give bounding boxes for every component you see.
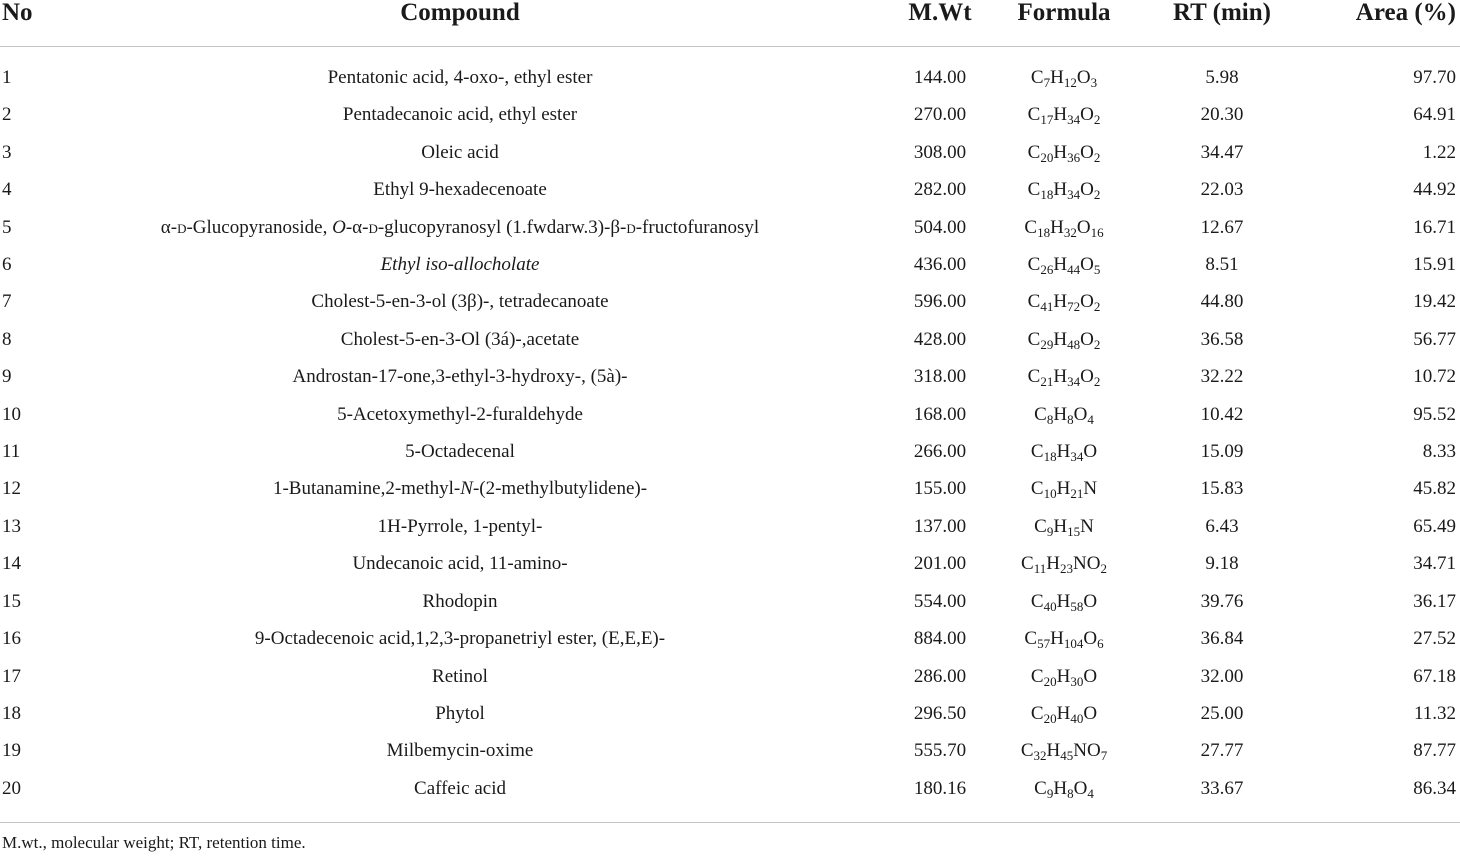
cell-compound: Androstan-17-one,3-ethyl-3-hydroxy-, (5à)- bbox=[292, 366, 628, 388]
cell-formula: $C_{10}H_{21}N$ bbox=[1030, 478, 1098, 502]
table-row bbox=[0, 470, 1460, 507]
cell-formula: $C_{18}H_{34}O$ bbox=[1030, 441, 1098, 465]
spacer-row bbox=[0, 47, 1460, 60]
table-row bbox=[0, 583, 1460, 620]
cell-no: 17 bbox=[2, 665, 21, 687]
cell-compound: Ethyl iso-allocholate bbox=[380, 254, 540, 276]
cell-area: 56.77 bbox=[1413, 328, 1456, 350]
header-rt: RT (min) bbox=[1173, 0, 1271, 26]
cell-compound: 1H-Pyrrole, 1-pentyl- bbox=[377, 515, 543, 537]
table-row bbox=[0, 508, 1460, 545]
cell-formula: $C_{41}H_{72}O_2$ bbox=[1027, 291, 1101, 315]
cell-no: 19 bbox=[2, 740, 21, 762]
cell-no: 10 bbox=[2, 403, 21, 425]
cell-rt: 22.03 bbox=[1200, 179, 1244, 201]
table-row bbox=[0, 209, 1460, 246]
cell-no: 12 bbox=[2, 478, 21, 500]
cell-formula: $C_{20}H_{36}O_2$ bbox=[1027, 141, 1101, 165]
table-row bbox=[0, 246, 1460, 283]
cell-area: 44.92 bbox=[1413, 179, 1456, 201]
cell-area: 19.42 bbox=[1413, 291, 1456, 313]
table-row bbox=[0, 321, 1460, 358]
cell-mw: 201.00 bbox=[913, 553, 967, 575]
cell-area: 11.32 bbox=[1413, 702, 1456, 724]
cell-rt: 36.84 bbox=[1200, 628, 1244, 650]
cell-formula: $C_{40}H_{58}O$ bbox=[1030, 590, 1098, 614]
cell-formula: $C_{57}H_{104}O_6$ bbox=[1024, 628, 1104, 652]
cell-compound: Phytol bbox=[435, 702, 485, 724]
table-body bbox=[0, 47, 1460, 808]
cell-compound: Retinol bbox=[432, 665, 488, 687]
cell-compound: Pentatonic acid, 4-oxo-, ethyl ester bbox=[327, 67, 593, 88]
cell-mw: 884.00 bbox=[913, 628, 967, 650]
table-row bbox=[0, 695, 1460, 732]
cell-rt: 27.77 bbox=[1200, 740, 1244, 762]
cell-area: 67.18 bbox=[1413, 665, 1456, 687]
table-row bbox=[0, 433, 1460, 470]
table-footnote: M.wt., molecular weight; RT, retention time. bbox=[0, 822, 1460, 853]
cell-mw: 270.00 bbox=[913, 104, 967, 126]
cell-no: 18 bbox=[2, 702, 21, 724]
cell-mw: 596.00 bbox=[913, 291, 967, 313]
cell-rt: 32.00 bbox=[1200, 665, 1244, 687]
cell-compound: Cholest-5-en-3-ol (3β)-, tetradecanoate bbox=[311, 291, 609, 313]
cell-rt: 12.67 bbox=[1200, 216, 1244, 238]
cell-no: 15 bbox=[2, 590, 21, 612]
cell-no: 13 bbox=[2, 515, 21, 537]
cell-compound: Ethyl 9-hexadecenoate bbox=[373, 179, 547, 201]
cell-area: 95.52 bbox=[1413, 403, 1456, 425]
cell-rt: 32.22 bbox=[1200, 366, 1244, 388]
cell-area: 34.71 bbox=[1413, 553, 1456, 575]
cell-rt: 5.98 bbox=[1205, 67, 1239, 88]
cell-mw: 318.00 bbox=[913, 366, 967, 388]
cell-mw: 282.00 bbox=[913, 179, 967, 201]
cell-area: 15.91 bbox=[1413, 254, 1456, 276]
cell-compound: 5-Acetoxymethyl-2-furaldehyde bbox=[337, 403, 583, 425]
cell-area: 97.70 bbox=[1413, 67, 1456, 88]
table-row bbox=[0, 770, 1460, 807]
cell-formula: $C_8H_8O_4$ bbox=[1034, 403, 1094, 427]
table-row bbox=[0, 358, 1460, 395]
header-formula: Formula bbox=[1017, 0, 1111, 26]
cell-formula: $C_{32}H_{45}NO_7$ bbox=[1020, 740, 1108, 764]
header-no: No bbox=[2, 0, 33, 26]
spacer-cell bbox=[0, 47, 1460, 60]
cell-rt: 34.47 bbox=[1200, 141, 1244, 163]
table-row bbox=[0, 620, 1460, 657]
cell-formula: $C_{17}H_{34}O_2$ bbox=[1027, 104, 1101, 128]
cell-area: 16.71 bbox=[1413, 216, 1456, 238]
table-row bbox=[0, 59, 1460, 96]
cell-no: 3 bbox=[2, 141, 12, 163]
cell-mw: 144.00 bbox=[913, 67, 967, 88]
cell-mw: 554.00 bbox=[913, 590, 967, 612]
cell-compound: Pentadecanoic acid, ethyl ester bbox=[342, 104, 578, 126]
table-row bbox=[0, 396, 1460, 433]
cell-mw: 428.00 bbox=[913, 328, 967, 350]
cell-no: 1 bbox=[2, 67, 12, 88]
cell-rt: 33.67 bbox=[1200, 777, 1244, 799]
cell-no: 16 bbox=[2, 628, 21, 650]
cell-rt: 20.30 bbox=[1200, 104, 1244, 126]
cell-formula: $C_{26}H_{44}O_5$ bbox=[1027, 254, 1101, 278]
cell-area: 27.52 bbox=[1413, 628, 1456, 650]
cell-area: 45.82 bbox=[1413, 478, 1456, 500]
table-row bbox=[0, 96, 1460, 133]
table-row bbox=[0, 732, 1460, 769]
cell-compound: Undecanoic acid, 11-amino- bbox=[352, 553, 568, 575]
table-row bbox=[0, 134, 1460, 171]
cell-compound: 1-Butanamine,2-methyl-N-(2-methylbutylidene)- bbox=[272, 478, 648, 500]
cell-area: 86.34 bbox=[1413, 777, 1456, 799]
cell-formula: $C_{29}H_{48}O_2$ bbox=[1027, 328, 1101, 352]
cell-no: 4 bbox=[2, 179, 12, 201]
cell-no: 7 bbox=[2, 291, 12, 313]
cell-no: 5 bbox=[2, 216, 12, 238]
cell-no: 11 bbox=[2, 441, 21, 463]
table-row bbox=[0, 283, 1460, 320]
cell-no: 2 bbox=[2, 104, 12, 126]
cell-mw: 286.00 bbox=[913, 665, 967, 687]
table-row bbox=[0, 171, 1460, 208]
table-row bbox=[0, 658, 1460, 695]
cell-area: 64.91 bbox=[1413, 104, 1456, 126]
table-header-row bbox=[0, 0, 1460, 47]
header-mw: M.Wt bbox=[908, 0, 972, 26]
cell-formula: $C_{21}H_{34}O_2$ bbox=[1027, 366, 1101, 390]
cell-compound: Caffeic acid bbox=[414, 777, 506, 799]
cell-compound: Milbemycin-oxime bbox=[386, 740, 534, 762]
cell-formula: $C_7H_{12}O_3$ bbox=[1030, 67, 1098, 90]
cell-area: 36.17 bbox=[1413, 590, 1456, 612]
cell-no: 9 bbox=[2, 366, 12, 388]
cell-rt: 25.00 bbox=[1200, 702, 1244, 724]
cell-rt: 39.76 bbox=[1200, 590, 1244, 612]
cell-mw: 168.00 bbox=[913, 403, 967, 425]
cell-formula: $C_{18}H_{34}O_2$ bbox=[1027, 179, 1101, 203]
cell-rt: 15.09 bbox=[1200, 441, 1244, 463]
cell-rt: 8.51 bbox=[1205, 254, 1239, 276]
cell-rt: 36.58 bbox=[1200, 328, 1244, 350]
cell-rt: 9.18 bbox=[1205, 553, 1239, 575]
table-row bbox=[0, 545, 1460, 582]
cell-rt: 15.83 bbox=[1200, 478, 1244, 500]
cell-rt: 10.42 bbox=[1200, 403, 1244, 425]
cell-mw: 155.00 bbox=[913, 478, 967, 500]
cell-no: 8 bbox=[2, 328, 12, 350]
cell-mw: 504.00 bbox=[913, 216, 967, 238]
cell-mw: 137.00 bbox=[913, 515, 967, 537]
cell-formula: $C_{20}H_{30}O$ bbox=[1030, 665, 1098, 689]
cell-area: 10.72 bbox=[1413, 366, 1456, 388]
cell-mw: 308.00 bbox=[913, 141, 967, 163]
cell-formula: $C_{11}H_{23}NO_2$ bbox=[1021, 553, 1107, 577]
cell-compound: Rhodopin bbox=[422, 590, 498, 612]
cell-compound: α-d-Glucopyranoside, O-α-d-glucopyranosyl (1.fwdarw.3)-β-d-fructofuranosyl bbox=[160, 216, 760, 238]
cell-area: 87.77 bbox=[1413, 740, 1456, 762]
cell-mw: 266.00 bbox=[913, 441, 967, 463]
cell-no: 14 bbox=[2, 553, 21, 575]
cell-area: 65.49 bbox=[1413, 515, 1456, 537]
cell-mw: 436.00 bbox=[913, 254, 967, 276]
cell-mw: 180.16 bbox=[913, 777, 967, 799]
cell-rt: 6.43 bbox=[1205, 515, 1239, 537]
header-compound: Compound bbox=[400, 0, 520, 26]
cell-mw: 555.70 bbox=[913, 740, 967, 762]
cell-area: 1.22 bbox=[1422, 141, 1456, 163]
cell-formula: $C_{20}H_{40}O$ bbox=[1030, 702, 1098, 726]
cell-compound: Cholest-5-en-3-Ol (3á)-,acetate bbox=[340, 328, 580, 350]
cell-rt: 44.80 bbox=[1200, 291, 1244, 313]
cell-compound: 9-Octadecenoic acid,1,2,3-propanetriyl ester, (E,E,E)- bbox=[254, 628, 666, 650]
header-area: Area (%) bbox=[1355, 0, 1456, 26]
cell-area: 8.33 bbox=[1422, 441, 1456, 463]
cell-compound: Oleic acid bbox=[421, 141, 499, 163]
cell-formula: $C_{18}H_{32}O_{16}$ bbox=[1024, 216, 1104, 240]
cell-mw: 296.50 bbox=[913, 702, 967, 724]
cell-compound: 5-Octadecenal bbox=[405, 441, 515, 463]
cell-formula: $C_9H_{15}N$ bbox=[1034, 515, 1094, 539]
cell-no: 20 bbox=[2, 777, 21, 799]
cell-no: 6 bbox=[2, 254, 12, 276]
cell-formula: $C_9H_8O_4$ bbox=[1034, 777, 1094, 801]
